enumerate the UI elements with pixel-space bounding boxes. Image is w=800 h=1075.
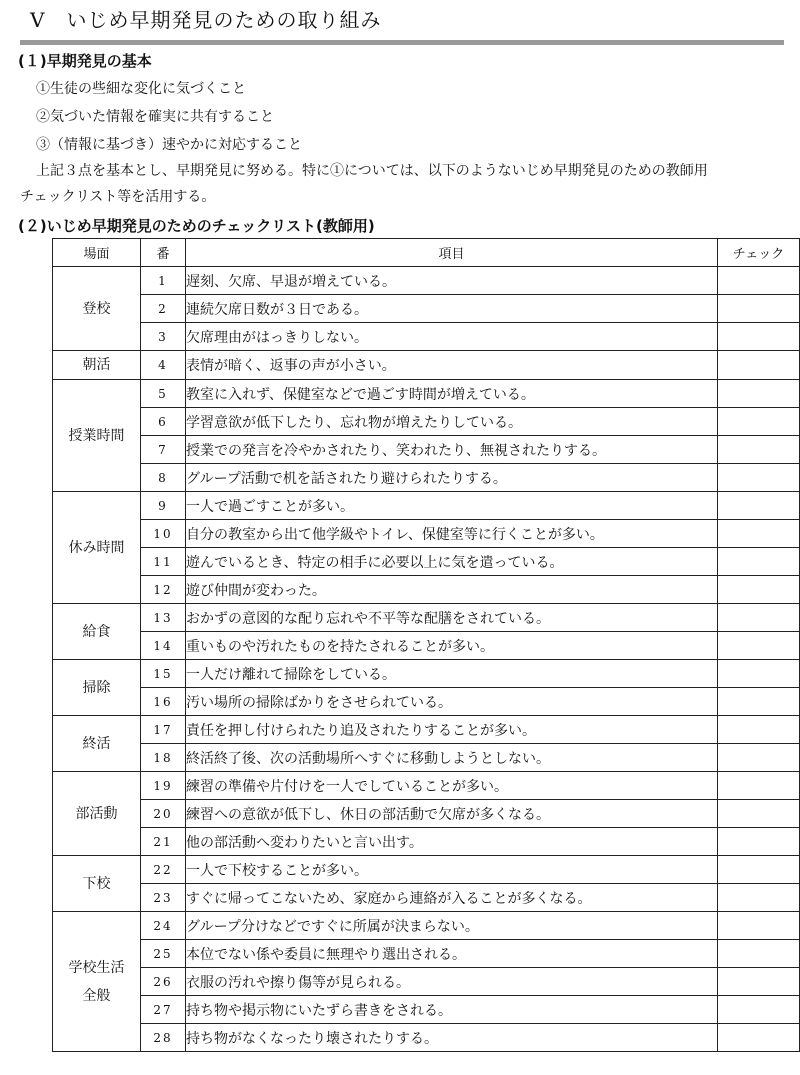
table-row	[53, 492, 800, 520]
row-number: 25	[141, 940, 186, 968]
check-cell[interactable]	[718, 520, 800, 548]
row-item: 表情が暗く、返事の声が小さい。	[186, 351, 718, 380]
table-row	[53, 380, 800, 408]
header-scene: 場面	[53, 239, 141, 267]
row-item: 持ち物や掲示物にいたずら書きをされる。	[186, 996, 718, 1024]
scene-label: 朝活	[82, 357, 111, 373]
check-cell[interactable]	[718, 828, 800, 856]
row-number: 21	[141, 828, 186, 856]
table-row	[53, 436, 800, 464]
scene-label: 給食	[82, 623, 111, 640]
scene-cell	[53, 492, 141, 604]
row-number: 13	[141, 604, 186, 632]
section-heading-basics: (１)早期発見の基本	[18, 52, 152, 70]
table-header-row	[53, 239, 800, 267]
table-row	[53, 996, 800, 1024]
row-item: すぐに帰ってこないため、家庭から連絡が入ることが多くなる。	[186, 884, 718, 912]
row-item: 汚い場所の掃除ばかりをさせられている。	[186, 688, 718, 716]
row-number: 17	[141, 716, 186, 744]
check-cell[interactable]	[718, 660, 800, 688]
row-number: 9	[141, 492, 186, 520]
row-item: グループ活動で机を話されたり避けられたりする。	[186, 464, 718, 492]
row-number: 1	[141, 267, 186, 295]
row-item: 連続欠席日数が３日である。	[186, 295, 718, 323]
body-text-line-2: チェックリスト等を活用する。	[20, 189, 216, 205]
scene-cell	[53, 604, 141, 660]
check-cell[interactable]	[718, 772, 800, 800]
row-number: 10	[141, 520, 186, 548]
row-number: 26	[141, 968, 186, 996]
check-cell[interactable]	[718, 295, 800, 323]
table-row	[53, 267, 800, 295]
row-number: 11	[141, 548, 186, 576]
table-row	[53, 660, 800, 688]
check-cell[interactable]	[718, 267, 800, 295]
scene-label: 終活	[82, 735, 111, 752]
table-row	[53, 716, 800, 744]
row-number: 3	[141, 323, 186, 351]
row-item: 一人で過ごすことが多い。	[186, 492, 718, 520]
table-row	[53, 1024, 800, 1052]
check-cell[interactable]	[718, 800, 800, 828]
row-item: 授業での発言を冷やかされたり、笑われたり、無視されたりする。	[186, 436, 718, 464]
row-number: 16	[141, 688, 186, 716]
header-item: 項目	[186, 239, 718, 267]
row-item: おかずの意図的な配り忘れや不平等な配膳をされている。	[186, 604, 718, 632]
check-cell[interactable]	[718, 576, 800, 604]
scene-label: 部活動	[75, 805, 118, 822]
table-row	[53, 912, 800, 940]
row-item: 自分の教室から出て他学級やトイレ、保健室等に行くことが多い。	[186, 520, 718, 548]
table-row	[53, 323, 800, 351]
check-cell[interactable]	[718, 856, 800, 884]
check-cell[interactable]	[718, 323, 800, 351]
check-cell[interactable]	[718, 688, 800, 716]
table-row	[53, 295, 800, 323]
table-row	[53, 968, 800, 996]
header-check: チェック	[718, 239, 800, 267]
table-row	[53, 351, 800, 380]
table-row	[53, 884, 800, 912]
checklist-body	[53, 267, 800, 1052]
body-text-line-1: 上記３点を基本とし、早期発見に努める。特に①については、以下のようないじめ早期発見のための教師用	[36, 163, 708, 179]
row-item: 責任を押し付けられたり追及されたりすることが多い。	[186, 716, 718, 744]
row-item: 終活終了後、次の活動場所へすぐに移動しようとしない。	[186, 744, 718, 772]
table-row	[53, 464, 800, 492]
row-number: 20	[141, 800, 186, 828]
row-number: 14	[141, 632, 186, 660]
table-row	[53, 744, 800, 772]
check-cell[interactable]	[718, 940, 800, 968]
check-cell[interactable]	[718, 380, 800, 408]
scene-label: 下校	[82, 875, 111, 892]
check-cell[interactable]	[718, 996, 800, 1024]
principle-2: ②気づいた情報を確実に共有すること	[36, 109, 274, 125]
checklist-table	[52, 238, 800, 1052]
table-row	[53, 520, 800, 548]
scene-label: 登校	[82, 300, 111, 317]
scene-label: 授業時間	[68, 427, 125, 444]
scene-cell	[53, 660, 141, 716]
check-cell[interactable]	[718, 1024, 800, 1052]
check-cell[interactable]	[718, 744, 800, 772]
row-item: 本位でない係や委員に無理やり選出される。	[186, 940, 718, 968]
row-number: 2	[141, 295, 186, 323]
scene-label: 学校生活	[68, 959, 125, 976]
row-number: 18	[141, 744, 186, 772]
scene-label: 全般	[82, 987, 111, 1004]
title-rule	[20, 40, 784, 45]
row-item: 他の部活動へ変わりたいと言い出す。	[186, 828, 718, 856]
row-item: グループ分けなどですぐに所属が決まらない。	[186, 912, 718, 940]
scene-cell	[53, 716, 141, 772]
row-item: 練習への意欲が低下し、休日の部活動で欠席が多くなる。	[186, 800, 718, 828]
row-item: 重いものや汚れたものを持たされることが多い。	[186, 632, 718, 660]
row-item: 練習の準備や片付けを一人でしていることが多い。	[186, 772, 718, 800]
row-number: 28	[141, 1024, 186, 1052]
row-number: 24	[141, 912, 186, 940]
check-cell[interactable]	[718, 464, 800, 492]
table-row	[53, 408, 800, 436]
table-row	[53, 856, 800, 884]
row-number: 8	[141, 464, 186, 492]
check-cell[interactable]	[718, 548, 800, 576]
check-cell[interactable]	[718, 968, 800, 996]
row-item: 遅刻、欠席、早退が増えている。	[186, 267, 718, 295]
page-title: Ⅴ いじめ早期発見のための取り組み	[30, 8, 382, 32]
scene-cell	[53, 267, 141, 351]
table-row	[53, 772, 800, 800]
row-number: 7	[141, 436, 186, 464]
table-row	[53, 828, 800, 856]
table-row	[53, 576, 800, 604]
check-cell[interactable]	[718, 436, 800, 464]
row-item: 持ち物がなくなったり壊されたりする。	[186, 1024, 718, 1052]
table-row	[53, 800, 800, 828]
row-number: 23	[141, 884, 186, 912]
scene-label: 掃除	[82, 679, 111, 696]
row-item: 一人だけ離れて掃除をしている。	[186, 660, 718, 688]
row-number: 6	[141, 408, 186, 436]
check-cell[interactable]	[718, 351, 800, 380]
row-item: 遊び仲間が変わった。	[186, 576, 718, 604]
scene-label: 休み時間	[68, 539, 125, 556]
check-cell[interactable]	[718, 408, 800, 436]
row-item: 一人で下校することが多い。	[186, 856, 718, 884]
row-number: 5	[141, 380, 186, 408]
row-number: 27	[141, 996, 186, 1024]
check-cell[interactable]	[718, 492, 800, 520]
row-item: 学習意欲が低下したり、忘れ物が増えたりしている。	[186, 408, 718, 436]
section-heading-checklist: (２)いじめ早期発見のためのチェックリスト(教師用)	[18, 217, 375, 235]
row-number: 4	[141, 351, 186, 380]
table-row	[53, 632, 800, 660]
row-number: 19	[141, 772, 186, 800]
check-cell[interactable]	[718, 884, 800, 912]
principle-1: ①生徒の些細な変化に気づくこと	[36, 81, 246, 97]
check-cell[interactable]	[718, 912, 800, 940]
check-cell[interactable]	[718, 716, 800, 744]
row-item: 遊んでいるとき、特定の相手に必要以上に気を遣っている。	[186, 548, 718, 576]
row-item: 欠席理由がはっきりしない。	[186, 323, 718, 351]
table-row	[53, 548, 800, 576]
table-row	[53, 604, 800, 632]
row-number: 22	[141, 856, 186, 884]
row-item: 教室に入れず、保健室などで過ごす時間が増えている。	[186, 380, 718, 408]
scene-cell	[53, 856, 141, 912]
header-number: 番	[141, 239, 186, 267]
scene-cell	[53, 351, 141, 380]
row-number: 12	[141, 576, 186, 604]
scene-cell	[53, 912, 141, 1052]
table-row	[53, 940, 800, 968]
row-item: 衣服の汚れや擦り傷等が見られる。	[186, 968, 718, 996]
check-cell[interactable]	[718, 632, 800, 660]
row-number: 15	[141, 660, 186, 688]
scene-cell	[53, 380, 141, 492]
principle-3: ③（情報に基づき）速やかに対応すること	[36, 137, 302, 153]
scene-cell	[53, 772, 141, 856]
table-row	[53, 688, 800, 716]
check-cell[interactable]	[718, 604, 800, 632]
